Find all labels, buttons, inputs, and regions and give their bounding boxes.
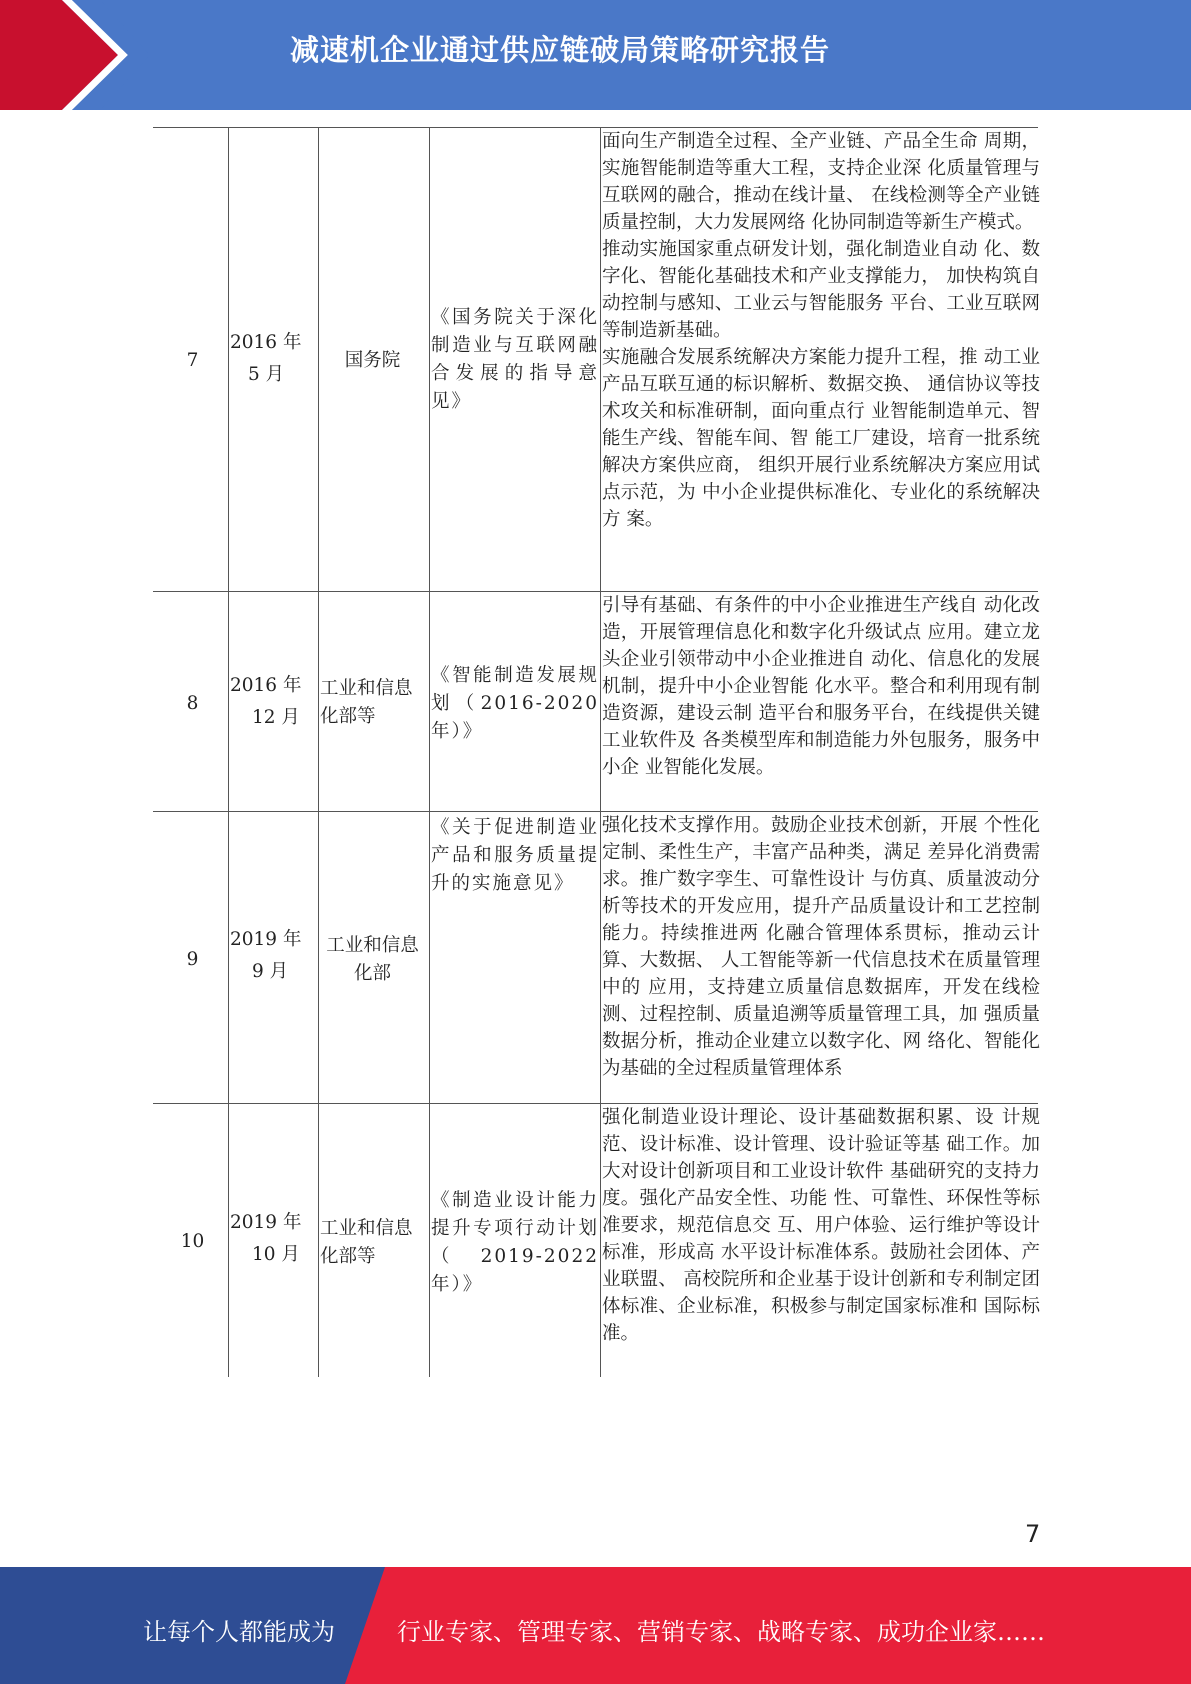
row-date: 2019 年 9 月 — [230, 929, 302, 982]
table-divider — [228, 127, 229, 1377]
row-description: 面向生产制造全过程、全产业链、产品全生命 周期，实施智能制造等重大工程，支持企业深 化质量管理与互联网的融合，推动在线计量、 在线检测等全产业链质量控制，大力发展网络 化协同制造等新生产模式。 推动实施国家重点研发计划，强化制造业自动 化、数字化、智能化基础技术和产业支撑能力， 加快构筑自动控制与感知、工业云与智能服务 平台、工业互联网等制造新基础。 实施融合发展系统解决方案能力提升工程，推 动工业产品互联互通的标识解析、数据交换、 通信协议等技术攻关和标准研制，面向重点行 业智能制造单元、智能生产线、智能车间、智 能工厂建设，培育一批系统解决方案供应商， 组织开展行业系统解决方案应用试点示范，为 中小企业提供标准化、专业化的系统解决方 案。 — [602, 131, 1040, 530]
row-document: 《关于促进制造业产品和服务质量提升的实施意见》 — [431, 817, 599, 894]
table-divider — [600, 127, 601, 1377]
row-date: 2019 年 10 月 — [230, 1212, 302, 1265]
report-title: 减速机企业通过供应链破局策略研究报告 — [290, 33, 831, 67]
table-divider — [429, 127, 430, 1377]
row-date: 2016 年 5 月 — [230, 332, 302, 385]
row-index: 7 — [186, 350, 199, 371]
footer-slogan-left: 让每个人都能成为 — [143, 1618, 335, 1646]
row-document: 《国务院关于深化制造业与互联网融合发展的指导意见》 — [431, 307, 599, 412]
header-arrow-decoration — [0, 0, 150, 110]
row-document: 《智能制造发展规划（2016-2020年）》 — [431, 665, 599, 742]
row-index: 9 — [186, 949, 199, 970]
page-number: 7 — [1025, 1520, 1041, 1548]
row-description: 强化技术支撑作用。鼓励企业技术创新，开展 个性化定制、柔性生产，丰富产品种类，满足 差异化消费需求。推广数字孪生、可靠性设计 与仿真、质量波动分析等技术的开发应用，提升产品质量设计和工艺控制能力。持续推进两 化融合管理体系贯标，推动云计算、大数据、 人工智能等新一代信息技术在质量管理中的 应用，支持建立质量信息数据库，开发在线检 测、过程控制、质量追溯等质量管理工具，加 强质量数据分析，推动企业建立以数字化、网 络化、智能化为基础的全过程质量管理体系 — [602, 815, 1040, 1079]
page-header — [0, 0, 1191, 110]
row-department: 工业和信息化部等 — [320, 1218, 413, 1267]
row-index: 10 — [180, 1231, 205, 1252]
row-department: 工业和信息化部等 — [320, 678, 413, 727]
row-department: 国务院 — [344, 350, 401, 371]
row-department: 工业和信息化部 — [326, 935, 419, 984]
row-document: 《制造业设计能力提升专项行动计划（2019-2022年）》 — [431, 1190, 599, 1295]
row-index: 8 — [186, 693, 199, 714]
row-description: 引导有基础、有条件的中小企业推进生产线自 动化改造，开展管理信息化和数字化升级试点 应用。建立龙头企业引领带动中小企业推进自 动化、信息化的发展机制，提升中小企业智能 化水平。整合和利用现有制造资源，建设云制 造平台和服务平台，在线提供关键工业软件及 各类模型库和制造能力外包服务，服务中小企 业智能化发展。 — [602, 595, 1040, 778]
row-description: 强化制造业设计理论、设计基础数据积累、设 计规范、设计标准、设计管理、设计验证等基 础工作。加大对设计创新项目和工业设计软件 基础研究的支持力度。强化产品安全性、功能 性、可靠性、环保性等标准要求，规范信息交 互、用户体验、运行维护等设计标准，形成高 水平设计标准体系。鼓励社会团体、产业联盟、 高校院所和企业基于设计创新和专利制定团 体标准、企业标准，积极参与制定国家标准和 国际标准。 — [602, 1107, 1040, 1344]
footer-slogan-right: 行业专家、管理专家、营销专家、战略专家、成功企业家…… — [397, 1618, 1045, 1646]
row-date: 2016 年 12 月 — [230, 675, 302, 728]
table-divider — [318, 127, 319, 1377]
